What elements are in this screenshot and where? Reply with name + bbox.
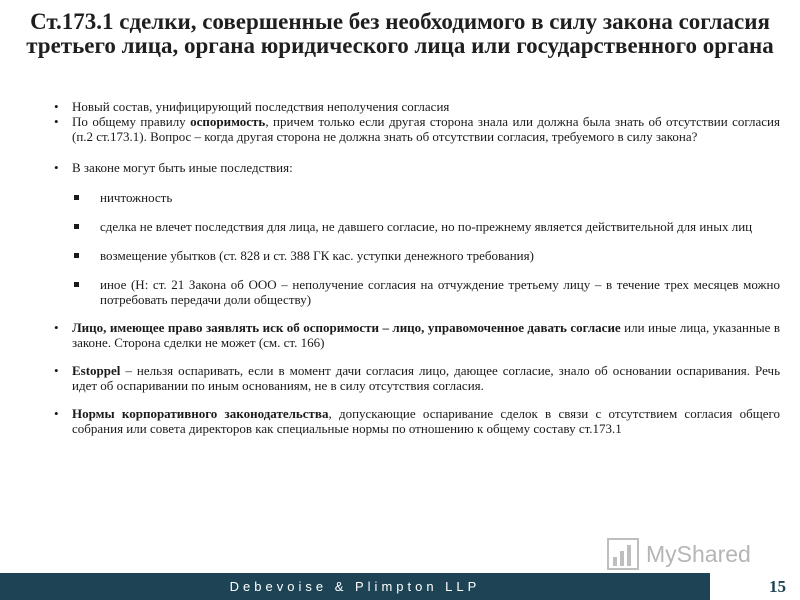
sub-bullet-4: иное (Н: ст. 21 Закона об ООО – неполучение согласия на отчуждение третьему лицу – в течение трех месяцев можно потребовать передачи доли обществу) (54, 277, 780, 307)
firm-name: Debevoise & Plimpton LLP (229, 579, 481, 594)
watermark-text: MyShared (646, 540, 751, 567)
slide-body (54, 99, 780, 436)
page-number: 15 (769, 577, 786, 596)
bullet-4: • Лицо, имеющее право заявлять иск об оспоримости – лицо, управомоченное давать согласие или иные лица, указанные в законе. Сторона сделки не может (см. ст. 166) (54, 320, 780, 350)
bullet-2-bold: оспоримость (190, 114, 266, 129)
bullet-5-bold: Estoppel (72, 363, 121, 378)
bullet-5: • Estoppel – нельзя оспаривать, если в момент дачи согласия лицо, дающее согласие, знало об основании оспаривания. Речь идет об оспаривании по иным основаниям, не в силу отсутствия согласия. (54, 363, 780, 393)
page-number-box (710, 573, 800, 600)
slide-title: Ст.173.1 сделки, совершенные без необходимого в силу закона согласия третьего лица, органа юридического лица или государственного органа (26, 9, 774, 58)
bullet-3: • В законе могут быть иные последствия: (54, 160, 780, 175)
watermark (606, 537, 751, 571)
bullet-6-bold: Нормы корпоративного законодательства (72, 406, 329, 421)
sub-bullet-1: ничтожность (54, 190, 780, 205)
bullet-6: • Нормы корпоративного законодательства, допускающие оспаривание сделок в связи с отсутствием согласия общего собрания или совета директоров как специальные нормы по отношению к общему составу ст.173.1 (54, 406, 780, 436)
footer-bar (0, 573, 800, 600)
bullet-4-bold: Лицо, имеющее право заявлять иск об оспоримости – лицо, управомоченное давать согласие (72, 320, 621, 335)
sub-bullet-2: сделка не влечет последствия для лица, не давшего согласие, но по-прежнему является действительной для иных лиц (54, 219, 780, 234)
bullet-1: • Новый состав, унифицирующий последствия неполучения согласия (54, 99, 780, 114)
bar-chart-icon (606, 537, 640, 571)
bullet-2: • По общему правилу оспоримость, причем только если другая сторона знала или должна была знать об отсутствии согласия (п.2 ст.173.1). Вопрос – когда другая сторона не должна знать об отсутствии согласия, требуемого в силу закона? (54, 114, 780, 144)
sub-bullet-3: возмещение убытков (ст. 828 и ст. 388 ГК кас. уступки денежного требования) (54, 248, 780, 263)
